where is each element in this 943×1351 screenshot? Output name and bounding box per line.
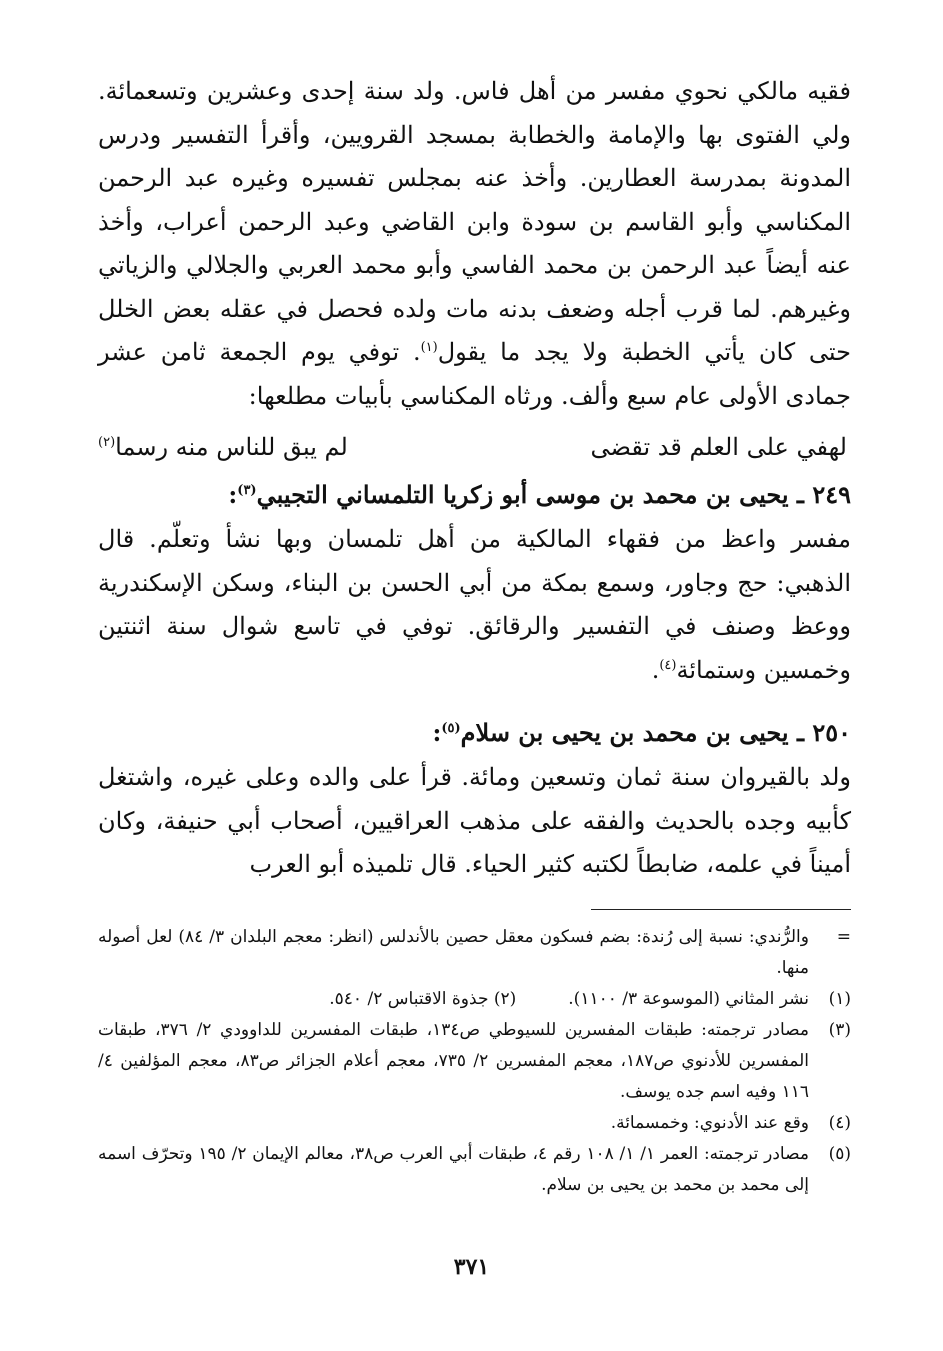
paragraph-text: فقيه مالكي نحوي مفسر من أهل فاس. ولد سنة إحدى وعشرين وتسعمائة. ولي الفتوى بها والإمامة والخطابة بمسجد القرويين، وأقرأ التفسير ودرس المدونة بمدرسة العطارين. وأخذ عنه بمجلس تفسيره وغيره عبد الرحمن المكناسي وأبو القاسم بن سودة وابن القاضي وعبد الرحمن أعراب، وأخذ عنه أيضاً عبد الرحمن بن محمد الفاسي وأبو محمد العربي والجلالي والزياتي وغيرهم. لما قرب أجله وضعف بدنه مات ولده فحصل في عقله بعض الخلل حتى كان يأتي الخطبة ولا يجد ما يقول <box>98 77 851 366</box>
footnotes <box>98 922 851 1201</box>
paragraph-text-tail: . <box>651 655 660 684</box>
verse-second-text: لم يبق للناس منه رسما <box>115 433 348 461</box>
footnote-number: (٤) <box>828 1112 851 1133</box>
footnote-number: (٥) <box>828 1143 851 1164</box>
footnote-3 <box>98 1015 851 1108</box>
entry-250-title: ٢٥٠ ـ يحيى بن محمد بن يحيى بن سلام <box>460 718 851 747</box>
footnote-ref-3: (٣) <box>237 483 257 498</box>
footnote-2 <box>329 984 516 1015</box>
footnote-5 <box>98 1139 851 1201</box>
footnote-continuation-mark: = <box>836 926 851 947</box>
paragraph-text: ولد بالقيروان سنة ثمان وتسعين ومائة. قرأ على والده وعلى غيره، واشتغل كأبيه وجده بالحديث والفقه على مذهب العراقيين، أصحاب أبي حنيفة، وكان أميناً في علمه، ضابطاً لكتبه كثير الحياء. قال تلميذه أبو العرب <box>98 763 851 878</box>
heading-colon: : <box>432 718 442 747</box>
footnote-ref-1: (١) <box>420 340 438 355</box>
page-number: ٣٧١ <box>453 1254 490 1280</box>
paragraph-entry-250 <box>98 756 851 887</box>
footnote-number: (٢) <box>493 988 517 1009</box>
verse-first-hemistich: لهفي على العلم قد تقضى <box>590 433 847 461</box>
main-text <box>98 70 851 887</box>
paragraph-text: مفسر واعظ من فقهاء المالكية من أهل تلمسان وبها نشأ وتعلّم. قال الذهبي: حج وجاور، وسمع بمكة من أبي الحسن بن البناء، وسكن الإسكندرية ووعظ وصنف في التفسير والرقائق. توفي في تاسع شوال سنة اثنتين وخمسين وستمائة <box>98 525 851 684</box>
footnote-text: مصادر ترجمته: طبقات المفسرين للسيوطي ص١٣٤، طبقات المفسرين للداوودي ٢/ ٣٧٦، طبقات المفسرين للأدنوي ص١٨٧، معجم المفسرين ٢/ ٧٣٥، معجم أعلام الجزائر ص٨٣، معجم المؤلفين ٤/ ١١٦ وفيه اسم جده يوسف. <box>98 1019 810 1102</box>
footnote-2-text: جذوة الاقتباس ٢/ ٥٤٠. <box>329 988 489 1009</box>
footnote-text: مصادر ترجمته: العمر ١/ ١/ ١٠٨ رقم ٤، طبقات أبي العرب ص٣٨، معالم الإيمان ٢/ ١٩٥ وتحرّف اسمه إلى محمد بن محمد بن يحيى بن سلام. <box>98 1143 809 1195</box>
footnote-separator <box>591 909 851 910</box>
entry-250-heading <box>98 710 851 756</box>
poetry-verse <box>98 424 851 470</box>
footnote-text: وقع عند الأدنوي: وخمسمائة. <box>610 1112 809 1133</box>
footnote-number: (١) <box>828 988 851 1009</box>
footnote-ref-4: (٤) <box>659 657 677 673</box>
footnote-text: والرُّندي: نسبة إلى رُندة: بضم فسكون معقل حصين بالأندلس (انظر: معجم البلدان ٣/ ٨٤) لعل أصوله منها. <box>98 926 809 978</box>
footnote-4 <box>98 1108 851 1139</box>
paragraph-entry-248-continued <box>98 70 851 418</box>
footnote-1-text: نشر المثاني (الموسوعة ٣/ ١١٠٠). <box>568 988 809 1009</box>
entry-249-heading <box>98 472 851 518</box>
footnote-ref-5: (٥) <box>441 721 461 736</box>
footnote-number: (٣) <box>828 1019 851 1040</box>
footnote-pair <box>98 984 809 1015</box>
footnote-row-1-2 <box>98 984 851 1015</box>
paragraph-text-tail: . توفي يوم الجمعة ثامن عشر جمادى الأولى عام سبع وألف. ورثاه المكناسي بأبيات مطلعها: <box>98 338 851 410</box>
paragraph-entry-249 <box>98 518 851 692</box>
heading-colon: : <box>228 480 238 509</box>
footnote-ref-2: (٢) <box>98 435 116 450</box>
footnote-continued <box>98 922 851 984</box>
verse-second-hemistich <box>98 424 348 470</box>
entry-249-title: ٢٤٩ ـ يحيى بن محمد بن موسى أبو زكريا التلمساني التجيبي <box>256 480 851 509</box>
